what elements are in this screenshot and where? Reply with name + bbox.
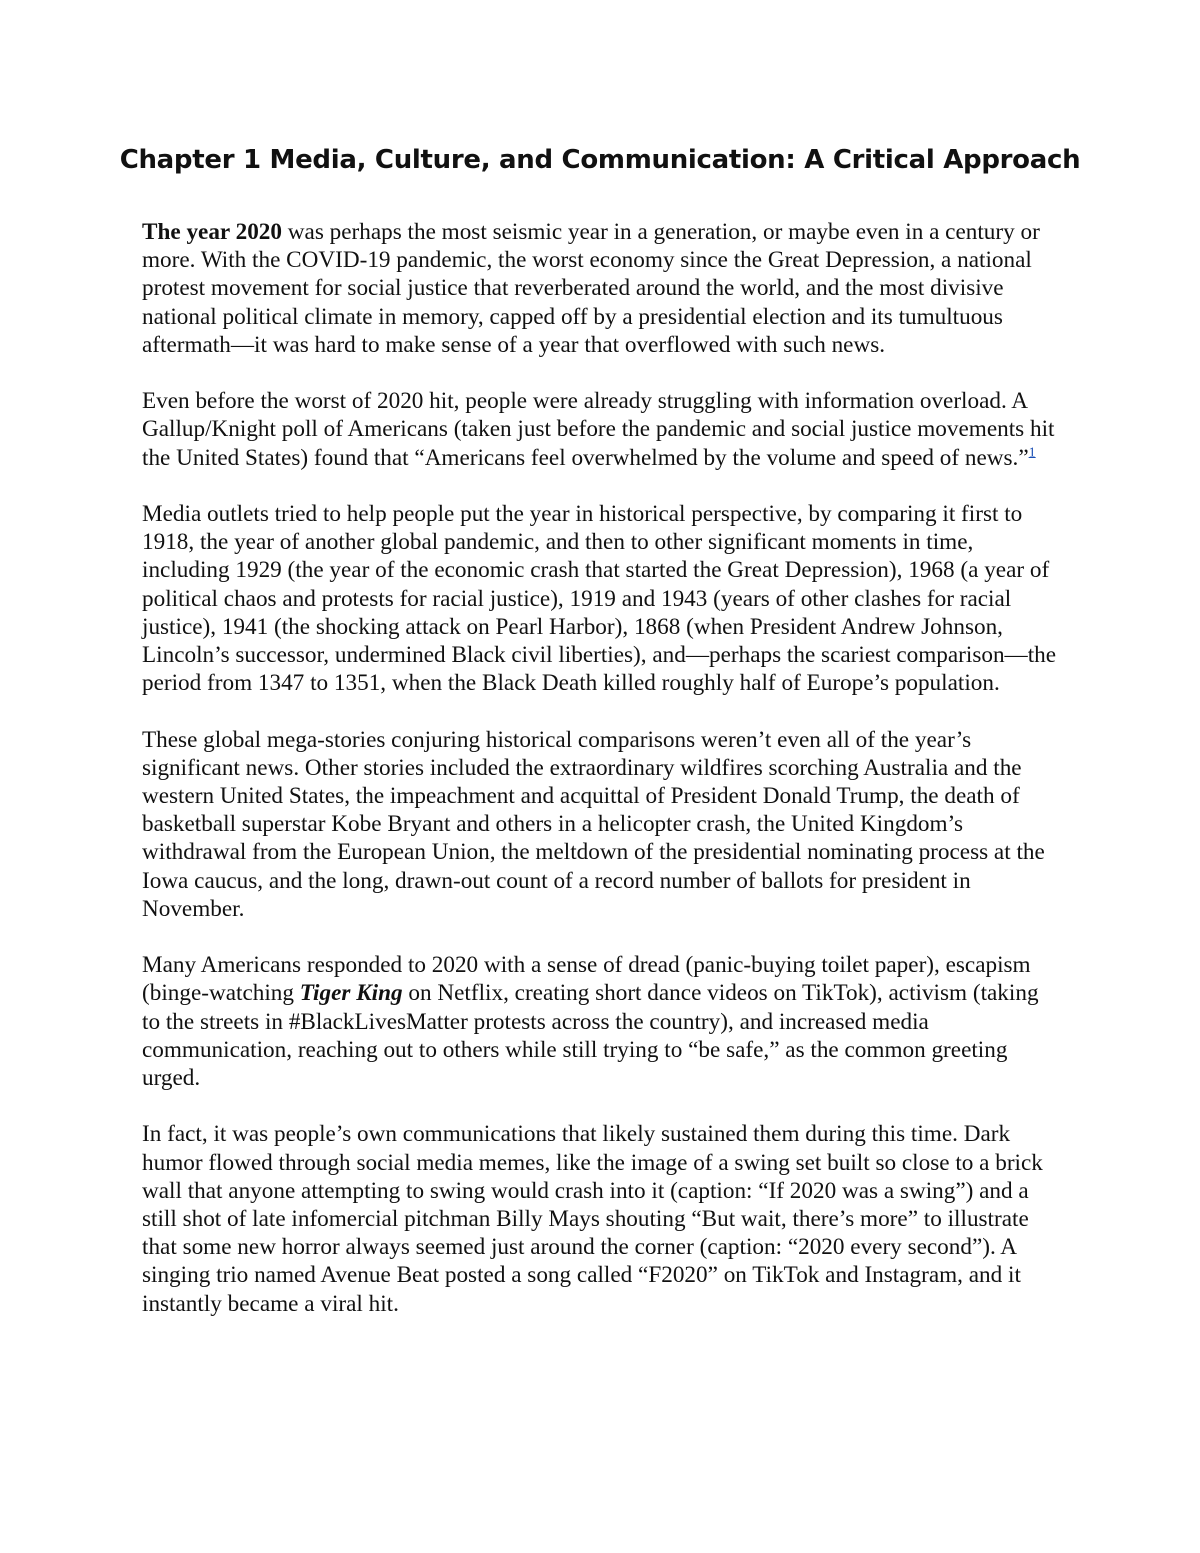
paragraph-6: [142, 1120, 1062, 1317]
paragraph-text: These global mega-stories conjuring historical comparisons weren’t even all of the year’s significant news. Other stories included the extraordinary wildfires scorching Australia and the western United States, the impeachment and acquittal of President Donald Trump, the death of basketball superstar Kobe Bryant and others in a helicopter crash, the United Kingdom’s withdrawal from the European Union, the meltdown of the presidential nominating process at the Iowa caucus, and the long, drawn-out count of a record number of ballots for president in November.: [142, 726, 1045, 922]
paragraph-text: Even before the worst of 2020 hit, people were already struggling with information overload. A Gallup/Knight poll of Americans (taken just before the pandemic and social justice movements hit the United States) found that “Americans feel overwhelmed by the volume and speed of news.”: [142, 388, 1055, 471]
paragraph-1: [142, 218, 1062, 359]
paragraph-text-before: Many Americans responded to 2020 with a sense of dread (panic-buying toilet paper), escapism (binge-watching: [142, 952, 1031, 1007]
paragraph-text: In fact, it was people’s own communications that likely sustained them during this time. Dark humor flowed through social media memes, like the image of a swing set built so close to a brick wall that anyone attempting to swing would crash into it (caption: “If 2020 was a swing”) and a still shot of late infomercial pitchman Billy Mays shouting “But wait, there’s more” to illustrate that some new horror always seemed just around the corner (caption: “2020 every second”). A singing trio named Avenue Beat posted a song called “F2020” on TikTok and Instagram, and it instantly became a viral hit.: [142, 1121, 1043, 1317]
paragraph-3: [142, 500, 1062, 697]
paragraph-text: Media outlets tried to help people put the year in historical perspective, by comparing it first to 1918, the year of another global pandemic, and then to other significant moments in time, including 1929 (the year of the economic crash that started the Great Depression), 1968 (a year of political chaos and protests for racial justice), 1919 and 1943 (years of other clashes for racial justice), 1941 (the shocking attack on Pearl Harbor), 1868 (when President Andrew Johnson, Lincoln’s successor, undermined Black civil liberties), and—perhaps the scariest comparison—the period from 1347 to 1351, when the Black Death killed roughly half of Europe’s population.: [142, 501, 1057, 697]
paragraph-2: [142, 387, 1062, 472]
body-text: [142, 218, 1062, 1346]
paragraph-4: [142, 726, 1062, 923]
paragraph-lead: The year 2020: [142, 219, 282, 245]
paragraph-text: was perhaps the most seismic year in a generation, or maybe even in a century or more. With the COVID-19 pandemic, the worst economy since the Great Depression, a national protest movement for social justice that reverberated around the world, and the most divisive national political climate in memory, capped off by a presidential election and its tumultuous aftermath—it was hard to make sense of a year that overflowed with such news.: [142, 219, 1040, 358]
footnote-link[interactable]: 1: [1028, 444, 1036, 460]
emphasized-title: Tiger King: [299, 980, 403, 1007]
paragraph-text-after: on Netflix, creating short dance videos on TikTok), activism (taking to the streets in #BlackLivesMatter protests across the country), and increased media communication, reaching out to others while still trying to “be safe,” as the common greeting urged.: [142, 980, 1039, 1092]
chapter-title: Chapter 1 Media, Culture, and Communication: A Critical Approach: [119, 145, 1081, 175]
paragraph-5: [142, 951, 1062, 1092]
